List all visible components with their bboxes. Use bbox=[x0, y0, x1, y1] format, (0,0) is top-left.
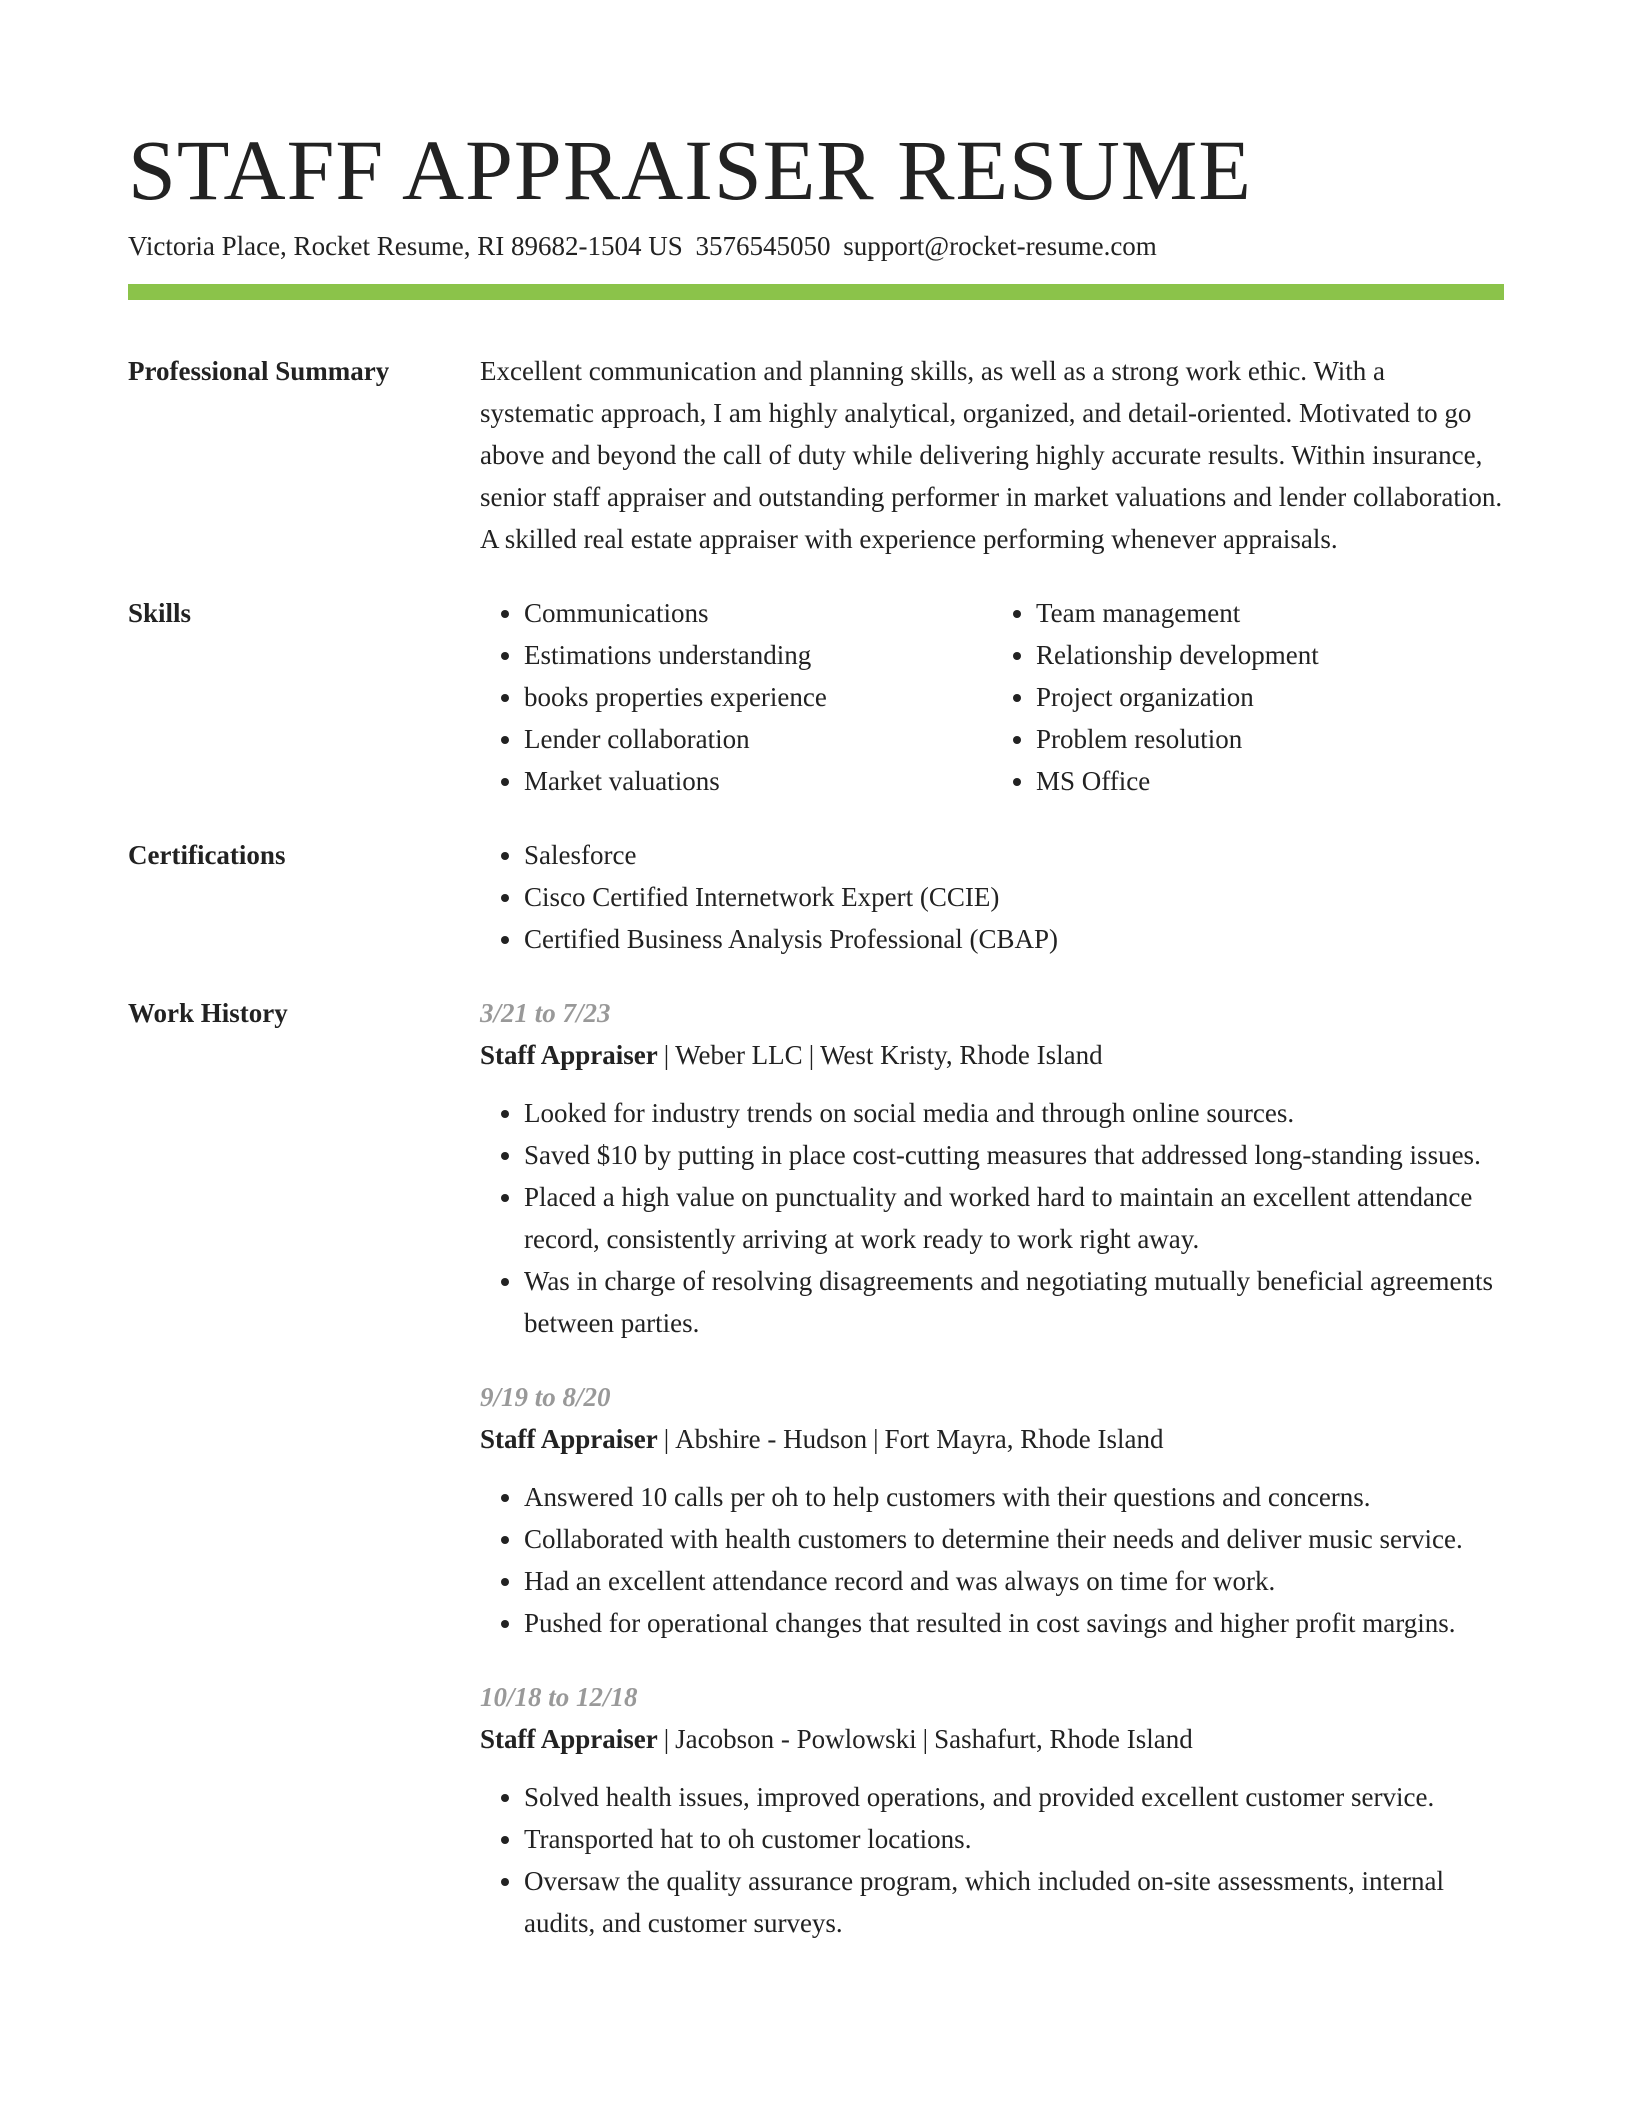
job-entry bbox=[480, 992, 1504, 1344]
skill-item: • Relationship development bbox=[1036, 634, 1504, 676]
certification-item: • Cisco Certified Internetwork Expert (CCIE) bbox=[524, 876, 1504, 918]
skill-item: • Team management bbox=[1036, 592, 1504, 634]
certification-item: • Certified Business Analysis Professional (CBAP) bbox=[524, 918, 1504, 960]
job-bullet: • Pushed for operational changes that resulted in cost savings and higher profit margins. bbox=[524, 1602, 1504, 1644]
job-company: Abshire - Hudson bbox=[675, 1424, 868, 1454]
separator: | bbox=[663, 1424, 670, 1454]
separator: | bbox=[663, 1040, 670, 1070]
skill-item: • MS Office bbox=[1036, 760, 1504, 802]
certifications-section bbox=[128, 834, 1504, 960]
job-entry bbox=[480, 1376, 1504, 1644]
resume-page bbox=[128, 120, 1504, 1944]
skills-list-right bbox=[992, 592, 1504, 802]
skill-item: • Estimations understanding bbox=[524, 634, 992, 676]
skill-item: • Communications bbox=[524, 592, 992, 634]
skill-item: • Lender collaboration bbox=[524, 718, 992, 760]
separator: | bbox=[922, 1724, 929, 1754]
summary-section bbox=[128, 350, 1504, 560]
contact-email[interactable]: support@rocket-resume.com bbox=[843, 231, 1157, 261]
job-role: Staff Appraiser bbox=[480, 1040, 658, 1070]
skills-columns bbox=[480, 592, 1504, 802]
summary-text: Excellent communication and planning skills, as well as a strong work ethic. With a systematic approach, I am highly analytical, organized, and detail-oriented. Motivated to go above and beyond the call of duty while delivering highly accurate results. Within insurance, senior staff appraiser and outstanding performer in market valuations and lender collaboration. A skilled real estate appraiser with experience performing whenever appraisals. bbox=[480, 356, 1503, 554]
job-bullets bbox=[480, 1476, 1504, 1644]
job-company: Weber LLC bbox=[675, 1040, 803, 1070]
job-company: Jacobson - Powlowski bbox=[675, 1724, 917, 1754]
job-location: Sashafurt, Rhode Island bbox=[934, 1724, 1193, 1754]
job-entry bbox=[480, 1676, 1504, 1944]
job-bullet: • Transported hat to oh customer locations. bbox=[524, 1818, 1504, 1860]
job-title-line bbox=[480, 1034, 1504, 1076]
job-title-line bbox=[480, 1718, 1504, 1760]
skill-item: • Project organization bbox=[1036, 676, 1504, 718]
resume-title: STAFF APPRAISER RESUME bbox=[128, 122, 1252, 218]
work-history-body bbox=[480, 992, 1504, 1944]
skills-list-left bbox=[480, 592, 992, 802]
skill-item: • Market valuations bbox=[524, 760, 992, 802]
contact-address: Victoria Place, Rocket Resume, RI 89682-1504 US bbox=[128, 231, 683, 261]
certification-item: • Salesforce bbox=[524, 834, 1504, 876]
job-location: West Kristy, Rhode Island bbox=[820, 1040, 1103, 1070]
job-bullet: • Oversaw the quality assurance program, which included on-site assessments, internal audits, and customer surveys. bbox=[524, 1860, 1504, 1944]
job-bullet: • Placed a high value on punctuality and worked hard to maintain an excellent attendance record, consistently arriving at work ready to work right away. bbox=[524, 1176, 1504, 1260]
job-title-line bbox=[480, 1418, 1504, 1460]
job-bullet: • Looked for industry trends on social media and through online sources. bbox=[524, 1092, 1504, 1134]
job-date: 10/18 to 12/18 bbox=[480, 1682, 638, 1712]
separator: | bbox=[663, 1724, 670, 1754]
skills-label: Skills bbox=[128, 598, 192, 628]
job-role: Staff Appraiser bbox=[480, 1724, 658, 1754]
job-bullet: • Had an excellent attendance record and was always on time for work. bbox=[524, 1560, 1504, 1602]
certifications-body bbox=[480, 834, 1504, 960]
summary-label: Professional Summary bbox=[128, 356, 390, 386]
job-date: 9/19 to 8/20 bbox=[480, 1382, 611, 1412]
work-history-section bbox=[128, 992, 1504, 1944]
job-bullet: • Collaborated with health customers to determine their needs and deliver music service. bbox=[524, 1518, 1504, 1560]
job-bullets bbox=[480, 1092, 1504, 1344]
job-role: Staff Appraiser bbox=[480, 1424, 658, 1454]
skill-item: • books properties experience bbox=[524, 676, 992, 718]
job-bullet: • Solved health issues, improved operations, and provided excellent customer service. bbox=[524, 1776, 1504, 1818]
skills-section bbox=[128, 592, 1504, 802]
certifications-label: Certifications bbox=[128, 840, 286, 870]
header-divider bbox=[128, 284, 1504, 300]
job-bullets bbox=[480, 1776, 1504, 1944]
job-bullet: • Was in charge of resolving disagreements and negotiating mutually beneficial agreements between parties. bbox=[524, 1260, 1504, 1344]
skill-item: • Problem resolution bbox=[1036, 718, 1504, 760]
job-date: 3/21 to 7/23 bbox=[480, 998, 611, 1028]
contact-phone: 3576545050 bbox=[695, 231, 831, 261]
contact-line bbox=[128, 228, 1504, 264]
separator: | bbox=[808, 1040, 815, 1070]
certifications-list bbox=[480, 834, 1504, 960]
job-location: Fort Mayra, Rhode Island bbox=[884, 1424, 1164, 1454]
job-bullet: • Saved $10 by putting in place cost-cutting measures that addressed long-standing issues. bbox=[524, 1134, 1504, 1176]
job-bullet: • Answered 10 calls per oh to help customers with their questions and concerns. bbox=[524, 1476, 1504, 1518]
work-history-label: Work History bbox=[128, 998, 288, 1028]
separator: | bbox=[873, 1424, 879, 1454]
